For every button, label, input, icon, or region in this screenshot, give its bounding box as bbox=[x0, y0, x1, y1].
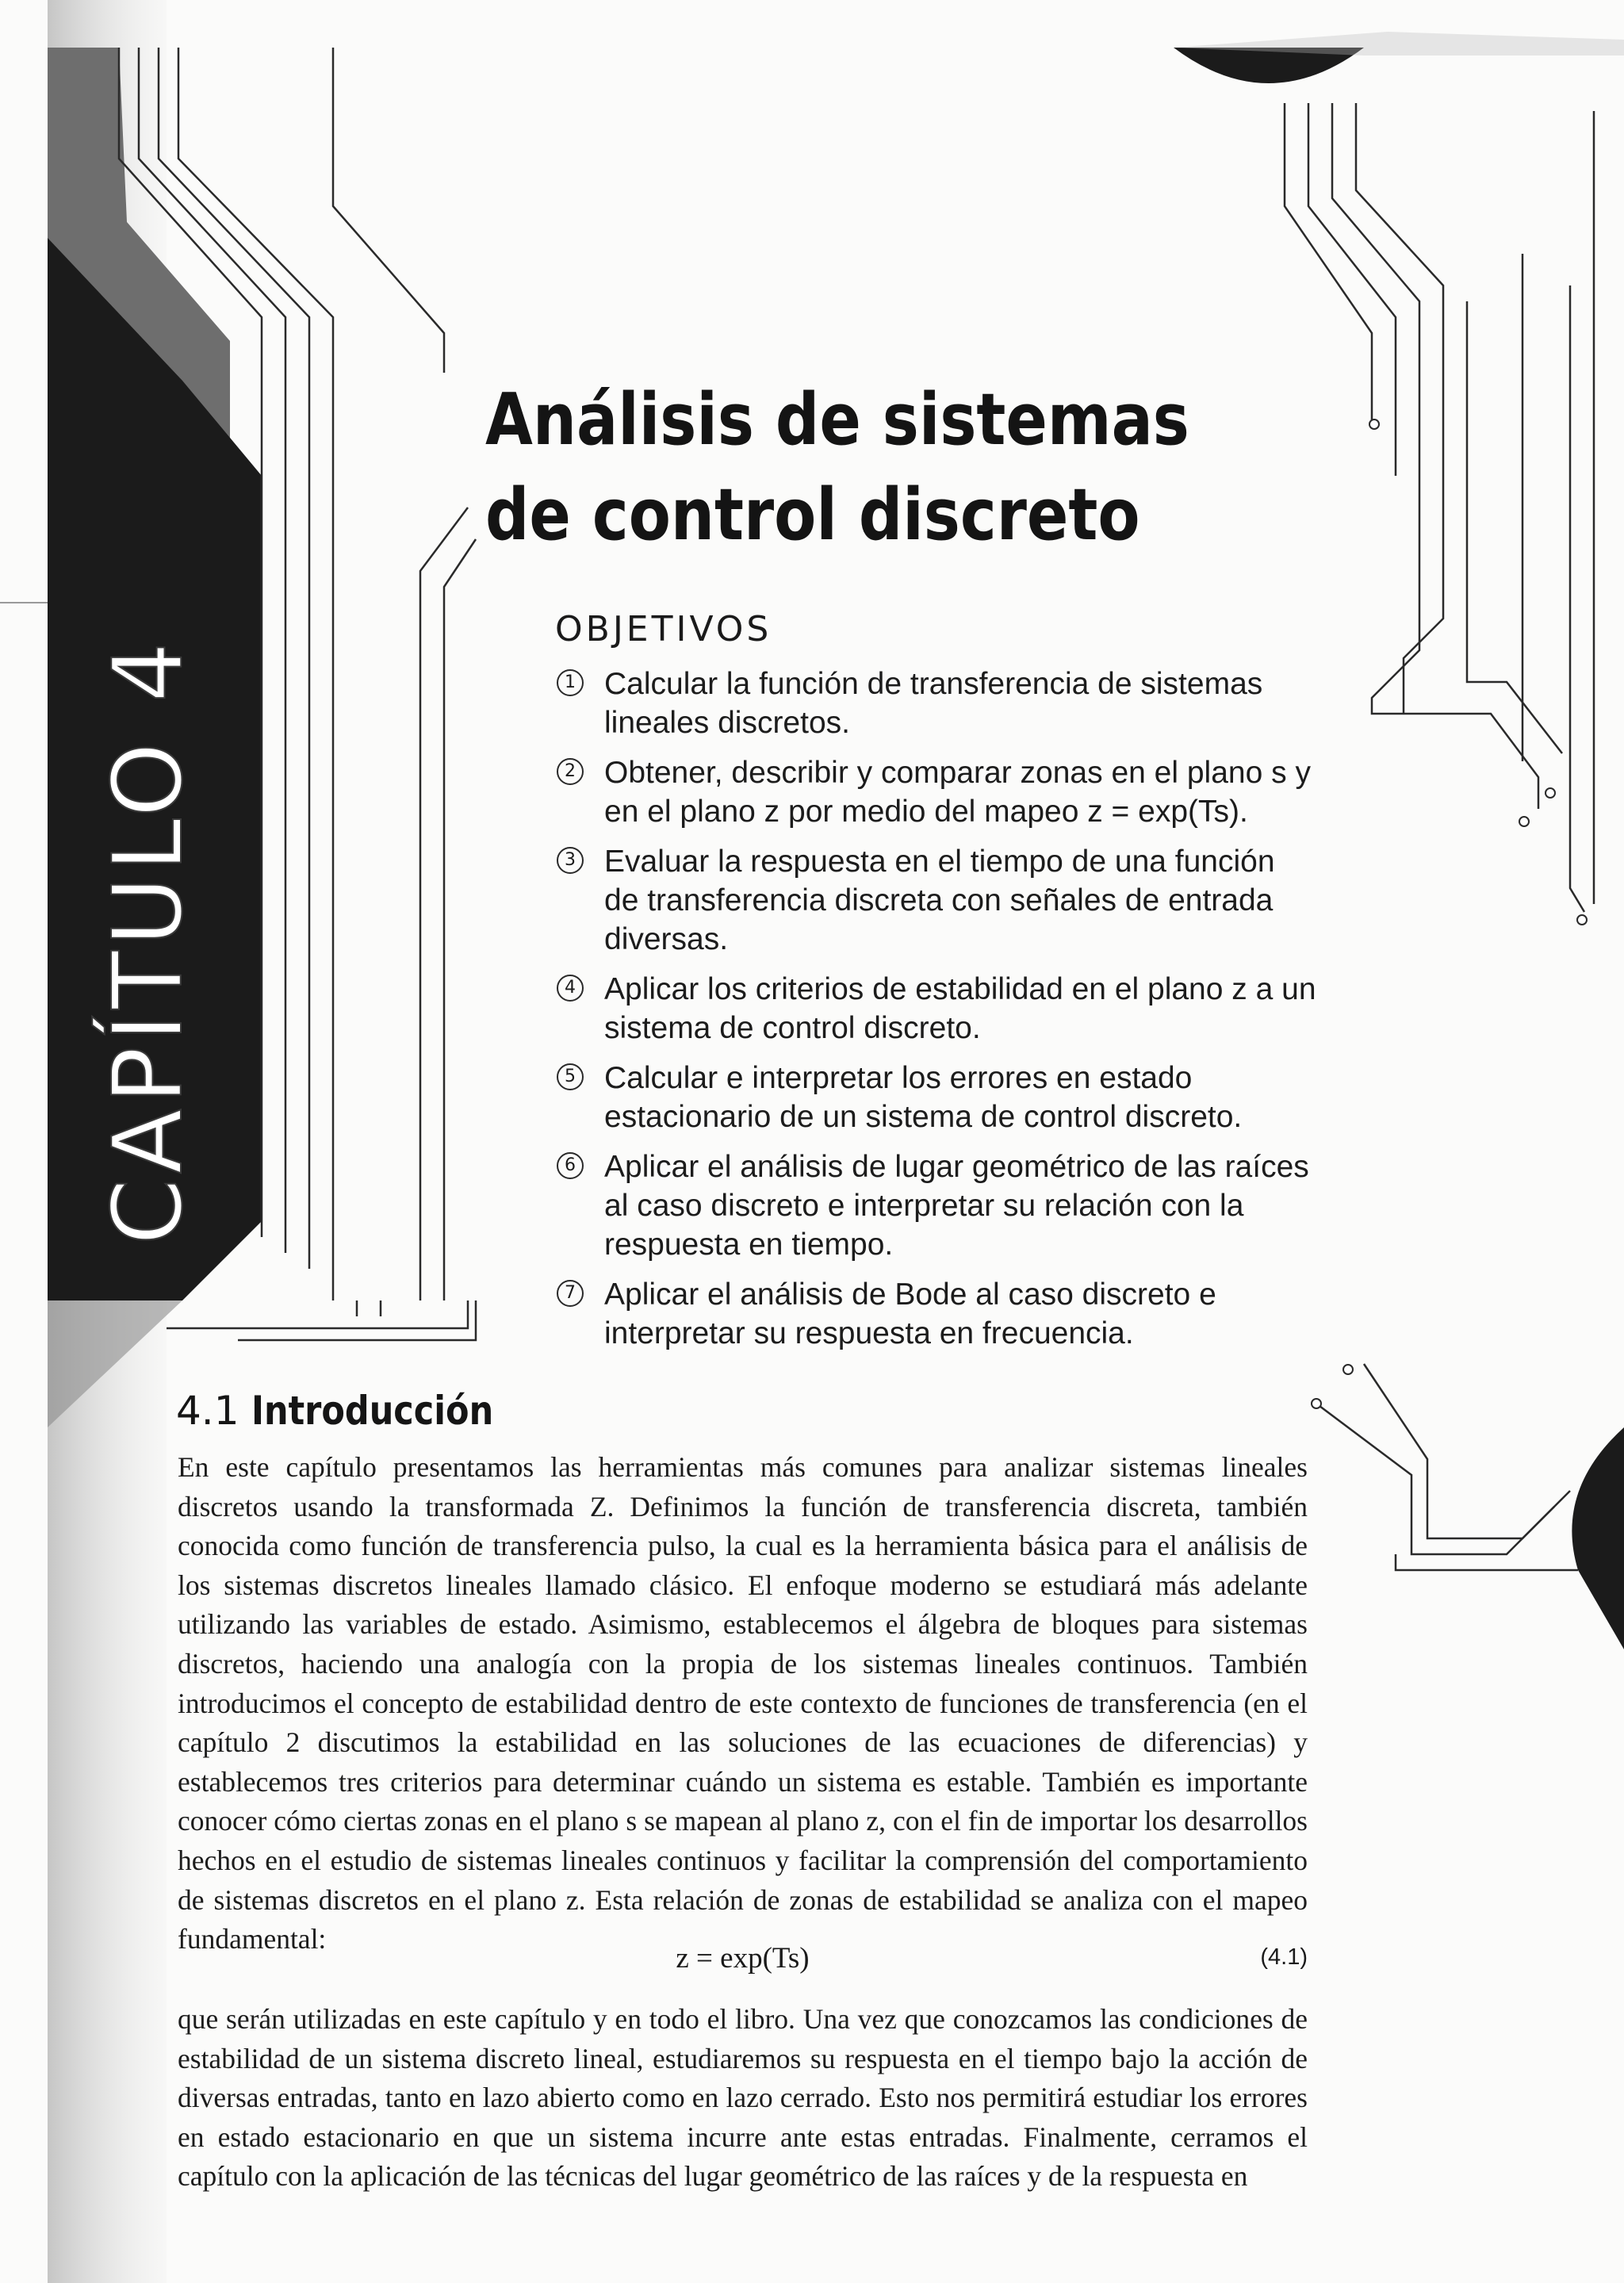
section-heading bbox=[176, 1388, 533, 1434]
chapter-title bbox=[485, 373, 1235, 563]
chapter-label: CAPÍTULO 4 bbox=[94, 637, 204, 1245]
objective-number: 1 bbox=[557, 669, 584, 696]
objective-number: 4 bbox=[557, 975, 584, 1002]
objective-item bbox=[555, 1147, 1316, 1264]
intro-paragraph-1: En este capítulo presentamos las herramientas más comunes para analizar sistemas lineales discretos usando la transformada Z. Definimos la función de transferencia discreta, también conocida como función de transferencia pulso, la cual es la herramienta básica para el análisis de los sistemas discretos lineales llamado clásico. El enfoque moderno se estudiará más adelante utilizando las variables de estado. Asimismo, establecemos el álgebra de bloques para sistemas discretos, haciendo una analogía con la propia de los sistemas lineales continuos. También introducimos el concepto de estabilidad dentro de este contexto de funciones de transferencia (en el capítulo 2 discutimos la estabilidad en las soluciones de las ecuaciones de diferencias) y establecemos tres criterios para determinar cuándo un sistema es estable. También es importante conocer cómo ciertas zonas en el plano s se mapean al plano z, con el fin de importar los desarrollos hechos en el estudio de sistemas lineales continuos y facilitar la comprensión del comportamiento de sistemas discretos en el plano z. Esta relación de zonas de estabilidad se analiza con el mapeo fundamental: bbox=[178, 1451, 1308, 1955]
equation-text: z = exp(Ts) bbox=[676, 1942, 810, 1975]
objective-text: Obtener, describir y comparar zonas en el plano s y en el plano z por medio del mapeo z = exp(Ts). bbox=[604, 756, 1311, 829]
equation-4-1 bbox=[178, 1941, 1308, 1981]
objective-item bbox=[555, 1275, 1316, 1353]
objective-item bbox=[555, 842, 1316, 959]
equation-number: (4.1) bbox=[1260, 1944, 1308, 1970]
objective-number: 6 bbox=[557, 1152, 584, 1179]
objective-text: Calcular e interpretar los errores en estado estacionario de un sistema de control discreto. bbox=[604, 1061, 1243, 1134]
intro-paragraph-2: que serán utilizadas en este capítulo y en todo el libro. Una vez que conozcamos las condiciones de estabilidad de un sistema discreto lineal, estudiaremos su respuesta en el tiempo bajo la acción de diversas entradas, tanto en lazo abierto como en lazo cerrado. Esto nos permitirá estudiar los errores en estado estacionario en que un sistema incurre ante estas entradas. Finalmente, cerramos el capítulo con la aplicación de las técnicas del lugar geométrico de las raíces y de la respuesta en bbox=[178, 2003, 1308, 2193]
objective-text: Aplicar los criterios de estabilidad en el plano z a un sistema de control discreto. bbox=[604, 972, 1316, 1045]
objective-item bbox=[555, 753, 1316, 831]
dark-disc-right bbox=[1572, 1427, 1624, 1649]
chapter-title-line-2: de control discreto bbox=[485, 473, 1140, 557]
objective-item bbox=[555, 665, 1316, 742]
objectives-list bbox=[555, 665, 1316, 1364]
objectives-heading: OBJETIVOS bbox=[555, 609, 772, 649]
chapter-title-line-1: Análisis de sistemas bbox=[485, 378, 1189, 462]
objective-number: 2 bbox=[557, 758, 584, 785]
objective-number: 5 bbox=[557, 1063, 584, 1090]
section-number: 4.1 bbox=[176, 1388, 239, 1434]
objective-number: 7 bbox=[557, 1280, 584, 1307]
objective-text: Calcular la función de transferencia de sistemas lineales discretos. bbox=[604, 667, 1263, 740]
objective-text: Aplicar el análisis de Bode al caso discreto e interpretar su respuesta en frecuencia. bbox=[604, 1277, 1216, 1350]
objective-number: 3 bbox=[557, 847, 584, 874]
objective-text: Evaluar la respuesta en el tiempo de una función de transferencia discreta con señales de entrada diversas. bbox=[604, 845, 1275, 956]
objective-text: Aplicar el análisis de lugar geométrico de las raíces al caso discreto e interpretar su relación con la respuesta en tiempo. bbox=[604, 1150, 1309, 1262]
objective-item bbox=[555, 1059, 1316, 1136]
objective-item bbox=[555, 970, 1316, 1048]
section-title: Introducción bbox=[251, 1388, 494, 1434]
